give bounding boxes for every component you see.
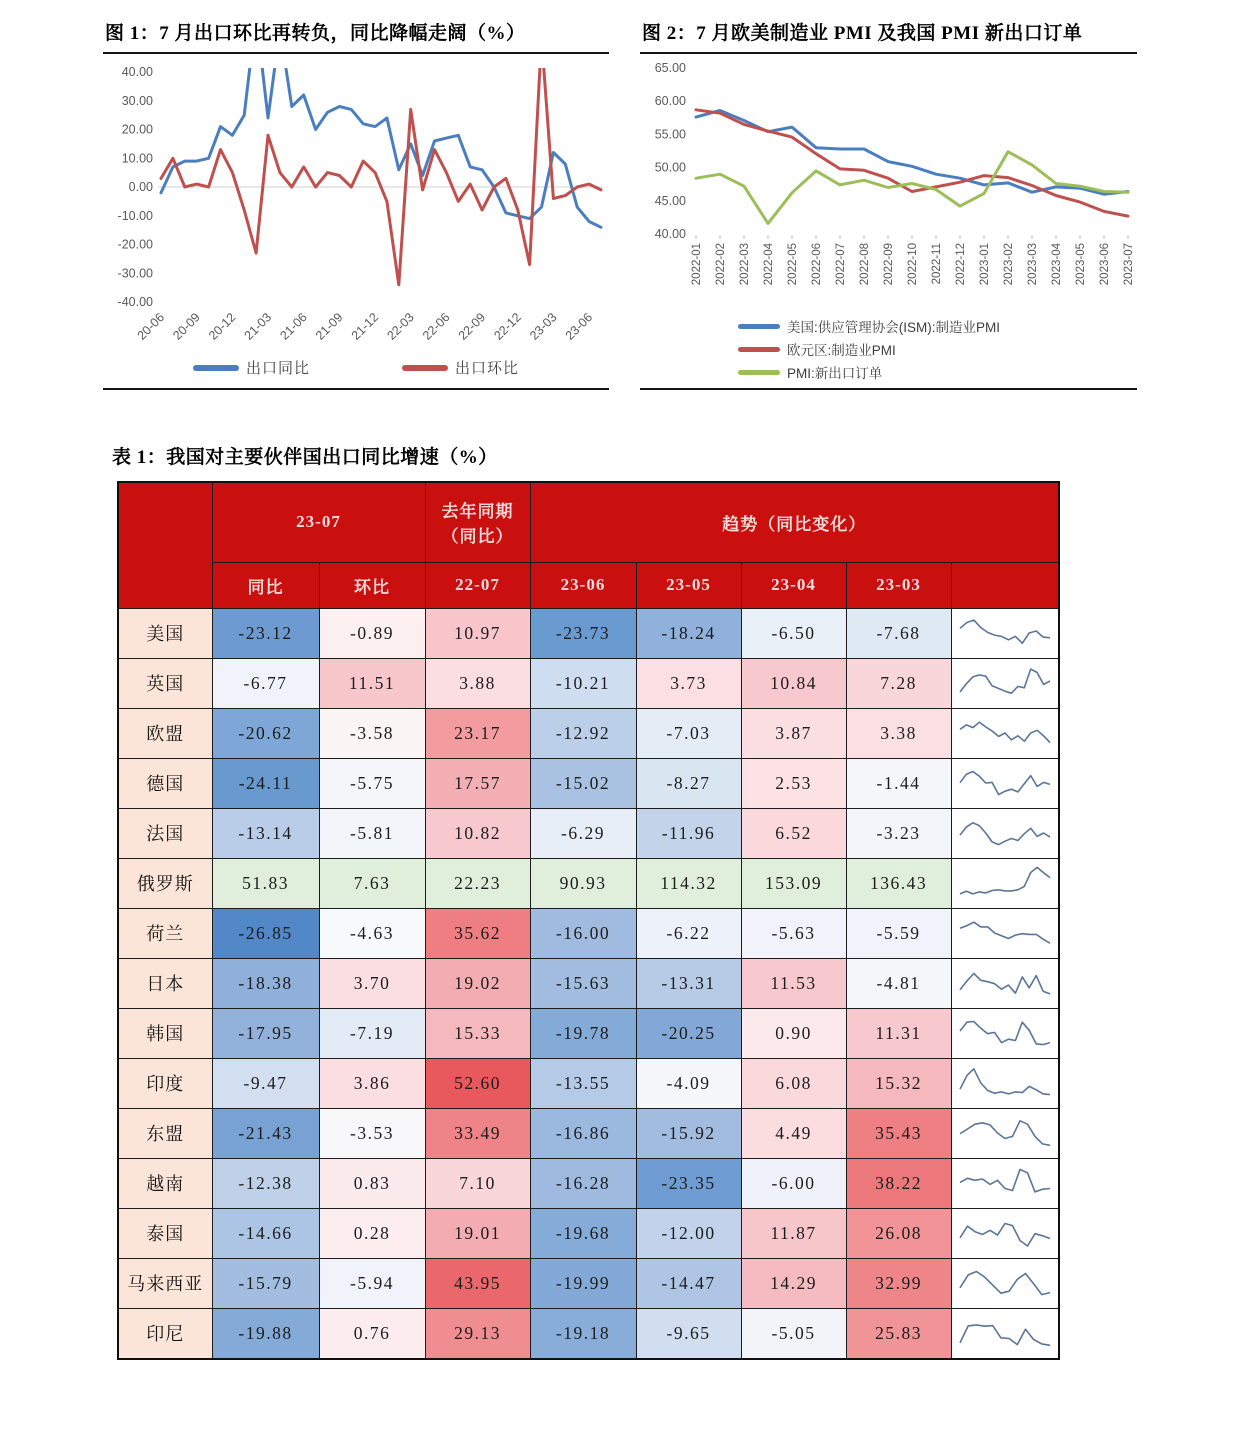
value-cell: -15.79 xyxy=(212,1258,319,1308)
value-cell: 136.43 xyxy=(846,858,951,908)
value-cell: 90.93 xyxy=(530,858,636,908)
value-cell: -4.63 xyxy=(319,908,425,958)
sparkline-path xyxy=(960,669,1050,693)
x-tick-label: 2022-02 xyxy=(715,243,727,286)
value-cell: -10.21 xyxy=(530,658,636,708)
value-cell: 3.86 xyxy=(319,1058,425,1108)
value-cell: 11.51 xyxy=(319,658,425,708)
value-cell: 25.83 xyxy=(846,1308,951,1359)
x-tick-label: 21-06 xyxy=(277,310,310,343)
sparkline-cell xyxy=(951,658,1059,708)
value-cell: -5.81 xyxy=(319,808,425,858)
line-series xyxy=(696,110,1128,216)
sparkline xyxy=(955,1009,1055,1053)
value-cell: -4.81 xyxy=(846,958,951,1008)
value-cell: 32.99 xyxy=(846,1258,951,1308)
value-cell: -3.58 xyxy=(319,708,425,758)
x-tick-label: 21-09 xyxy=(312,310,346,343)
value-cell: -19.99 xyxy=(530,1258,636,1308)
table-row xyxy=(118,658,1059,708)
sparkline xyxy=(955,1259,1055,1303)
value-cell: -16.00 xyxy=(530,908,636,958)
legend-item xyxy=(193,357,310,378)
x-tick-label: 2022-12 xyxy=(955,243,967,286)
figure-2 xyxy=(640,12,1137,390)
header-lastyear-line1: 去年同期 xyxy=(441,502,514,522)
table-row xyxy=(118,1058,1059,1108)
sparkline xyxy=(955,809,1055,853)
country-cell: 泰国 xyxy=(118,1208,212,1258)
value-cell: 15.33 xyxy=(425,1008,530,1058)
value-cell: -11.96 xyxy=(636,808,741,858)
sparkline-cell xyxy=(951,1308,1059,1359)
header-col-23-03: 23-03 xyxy=(846,562,951,608)
sparkline-cell xyxy=(951,1258,1059,1308)
sparkline xyxy=(955,909,1055,953)
value-cell: -19.78 xyxy=(530,1008,636,1058)
country-cell: 马来西亚 xyxy=(118,1258,212,1308)
value-cell: -9.47 xyxy=(212,1058,319,1108)
legend-swatch xyxy=(193,365,239,371)
x-tick-label: 2023-02 xyxy=(1003,243,1015,286)
sparkline-cell xyxy=(951,1208,1059,1258)
value-cell: 0.83 xyxy=(319,1158,425,1208)
value-cell: 114.32 xyxy=(636,858,741,908)
x-tick-label: 22-03 xyxy=(384,310,417,343)
value-cell: 22.23 xyxy=(425,858,530,908)
y-tick-label: 10.00 xyxy=(121,151,153,166)
figure-1-chart xyxy=(103,54,609,355)
figure-1-legend xyxy=(103,357,609,388)
value-cell: 10.84 xyxy=(741,658,846,708)
sparkline-path xyxy=(960,1271,1050,1294)
value-cell: -0.89 xyxy=(319,608,425,658)
value-cell: -13.55 xyxy=(530,1058,636,1108)
country-cell: 欧盟 xyxy=(118,708,212,758)
table-row xyxy=(118,1108,1059,1158)
value-cell: 51.83 xyxy=(212,858,319,908)
x-tick-label: 2023-01 xyxy=(979,243,991,286)
value-cell: -17.95 xyxy=(212,1008,319,1058)
country-cell: 俄罗斯 xyxy=(118,858,212,908)
value-cell: -6.22 xyxy=(636,908,741,958)
table-row xyxy=(118,1158,1059,1208)
country-cell: 美国 xyxy=(118,608,212,658)
sparkline-path xyxy=(960,1021,1050,1044)
sparkline-path xyxy=(960,1324,1050,1344)
table-header-row-1 xyxy=(118,482,1059,562)
country-cell: 英国 xyxy=(118,658,212,708)
value-cell: -14.47 xyxy=(636,1258,741,1308)
header-group-lastyear xyxy=(425,482,530,562)
value-cell: 17.57 xyxy=(425,758,530,808)
table-title: 表 1：我国对主要伙伴国出口同比增速（%） xyxy=(112,447,498,468)
value-cell: 10.97 xyxy=(425,608,530,658)
sparkline-path xyxy=(960,1120,1050,1145)
country-cell: 韩国 xyxy=(118,1008,212,1058)
sparkline xyxy=(955,1159,1055,1203)
value-cell: -16.86 xyxy=(530,1108,636,1158)
x-tick-label: 22-09 xyxy=(455,310,489,343)
country-cell: 法国 xyxy=(118,808,212,858)
x-tick-label: 2022-11 xyxy=(931,243,943,285)
y-tick-label: -20.00 xyxy=(117,237,153,252)
value-cell: 6.08 xyxy=(741,1058,846,1108)
sparkline-cell xyxy=(951,808,1059,858)
table-row xyxy=(118,758,1059,808)
value-cell: 0.90 xyxy=(741,1008,846,1058)
value-cell: -23.73 xyxy=(530,608,636,658)
value-cell: -5.05 xyxy=(741,1308,846,1359)
value-cell: -16.28 xyxy=(530,1158,636,1208)
x-tick-label: 23-06 xyxy=(562,310,596,343)
value-cell: 14.29 xyxy=(741,1258,846,1308)
figure-2-chart xyxy=(640,54,1137,314)
legend-swatch xyxy=(402,365,448,371)
value-cell: 3.87 xyxy=(741,708,846,758)
y-tick-label: 60.00 xyxy=(654,94,686,109)
value-cell: -13.31 xyxy=(636,958,741,1008)
value-cell: 6.52 xyxy=(741,808,846,858)
value-cell: 19.01 xyxy=(425,1208,530,1258)
value-cell: 7.28 xyxy=(846,658,951,708)
value-cell: 0.76 xyxy=(319,1308,425,1359)
x-tick-label: 2022-09 xyxy=(883,243,895,286)
x-tick-label: 22-12 xyxy=(491,310,524,343)
value-cell: -6.00 xyxy=(741,1158,846,1208)
country-cell: 日本 xyxy=(118,958,212,1008)
value-cell: 7.10 xyxy=(425,1158,530,1208)
x-tick-label: 23-03 xyxy=(527,310,560,343)
legend-swatch xyxy=(738,370,780,375)
sparkline xyxy=(955,609,1055,653)
export-growth-chart xyxy=(103,54,609,350)
figure-2-title: 图 2：7 月欧美制造业 PMI 及我国 PMI 新出口订单 xyxy=(640,12,1137,54)
pmi-chart xyxy=(640,54,1137,309)
value-cell: 19.02 xyxy=(425,958,530,1008)
value-cell: -6.77 xyxy=(212,658,319,708)
legend-label: 出口环比 xyxy=(455,361,520,377)
header-group-trend: 趋势（同比变化） xyxy=(530,482,1059,562)
country-cell: 越南 xyxy=(118,1158,212,1208)
country-cell: 荷兰 xyxy=(118,908,212,958)
y-tick-label: 40.00 xyxy=(121,65,153,79)
value-cell: -3.53 xyxy=(319,1108,425,1158)
sparkline-path xyxy=(960,1068,1050,1094)
legend-item xyxy=(738,362,1137,382)
value-cell: -12.38 xyxy=(212,1158,319,1208)
y-tick-label: 40.00 xyxy=(654,227,686,241)
value-cell: -23.35 xyxy=(636,1158,741,1208)
x-tick-label: 20-12 xyxy=(205,310,239,343)
x-tick-label: 2022-10 xyxy=(907,243,919,286)
value-cell: 15.32 xyxy=(846,1058,951,1108)
value-cell: 26.08 xyxy=(846,1208,951,1258)
header-col-23-04: 23-04 xyxy=(741,562,846,608)
legend-item xyxy=(402,357,519,378)
header-col-sparkline xyxy=(951,562,1059,608)
value-cell: 52.60 xyxy=(425,1058,530,1108)
figure-2-legend xyxy=(738,316,1137,390)
country-cell: 东盟 xyxy=(118,1108,212,1158)
value-cell: 10.82 xyxy=(425,808,530,858)
value-cell: 2.53 xyxy=(741,758,846,808)
x-tick-label: 21-03 xyxy=(241,310,275,343)
header-col-22-07: 22-07 xyxy=(425,562,530,608)
legend-label: PMI:新出口订单 xyxy=(787,366,883,381)
value-cell: -5.75 xyxy=(319,758,425,808)
legend-item xyxy=(738,339,1137,359)
value-cell: -13.14 xyxy=(212,808,319,858)
header-group-23-07: 23-07 xyxy=(212,482,425,562)
table-row xyxy=(118,608,1059,658)
value-cell: 4.49 xyxy=(741,1108,846,1158)
value-cell: 23.17 xyxy=(425,708,530,758)
value-cell: -7.03 xyxy=(636,708,741,758)
x-tick-label: 2023-03 xyxy=(1027,243,1039,286)
header-col-23-06: 23-06 xyxy=(530,562,636,608)
sparkline-path xyxy=(960,1223,1050,1246)
sparkline xyxy=(955,659,1055,703)
table-row xyxy=(118,708,1059,758)
legend-label: 欧元区:制造业PMI xyxy=(787,343,896,358)
value-cell: 35.62 xyxy=(425,908,530,958)
value-cell: -8.27 xyxy=(636,758,741,808)
header-lastyear-line2: （同比） xyxy=(441,527,514,547)
table-row xyxy=(118,908,1059,958)
table-row xyxy=(118,958,1059,1008)
header-corner-cell xyxy=(118,482,212,608)
value-cell: 33.49 xyxy=(425,1108,530,1158)
value-cell: -19.18 xyxy=(530,1308,636,1359)
y-tick-label: 65.00 xyxy=(654,61,686,75)
value-cell: -7.19 xyxy=(319,1008,425,1058)
sparkline xyxy=(955,959,1055,1003)
sparkline xyxy=(955,1109,1055,1153)
value-cell: -14.66 xyxy=(212,1208,319,1258)
value-cell: -6.29 xyxy=(530,808,636,858)
x-tick-label: 21-12 xyxy=(348,310,382,343)
header-col-yoy: 同比 xyxy=(212,562,319,608)
value-cell: -26.85 xyxy=(212,908,319,958)
sparkline-cell xyxy=(951,1108,1059,1158)
value-cell: 3.38 xyxy=(846,708,951,758)
y-tick-label: -30.00 xyxy=(117,266,153,281)
y-tick-label: 55.00 xyxy=(654,127,686,142)
y-tick-label: -10.00 xyxy=(117,208,153,223)
sparkline xyxy=(955,1059,1055,1103)
sparkline xyxy=(955,1209,1055,1253)
figure-1 xyxy=(103,12,609,390)
value-cell: 29.13 xyxy=(425,1308,530,1359)
value-cell: 3.88 xyxy=(425,658,530,708)
x-tick-label: 2023-04 xyxy=(1051,243,1063,286)
x-tick-label: 2022-04 xyxy=(763,243,775,286)
x-tick-label: 20-06 xyxy=(134,310,168,343)
table-row xyxy=(118,858,1059,908)
export-partners-table xyxy=(117,481,1060,1360)
sparkline-path xyxy=(960,722,1050,742)
value-cell: 0.28 xyxy=(319,1208,425,1258)
value-cell: -20.25 xyxy=(636,1008,741,1058)
table-row xyxy=(118,1008,1059,1058)
country-cell: 德国 xyxy=(118,758,212,808)
sparkline-cell xyxy=(951,858,1059,908)
value-cell: -21.43 xyxy=(212,1108,319,1158)
value-cell: 153.09 xyxy=(741,858,846,908)
sparkline-path xyxy=(960,922,1050,943)
value-cell: -5.94 xyxy=(319,1258,425,1308)
value-cell: -15.02 xyxy=(530,758,636,808)
value-cell: -15.63 xyxy=(530,958,636,1008)
table-body xyxy=(118,608,1059,1359)
x-tick-label: 2022-05 xyxy=(787,243,799,286)
sparkline-cell xyxy=(951,1158,1059,1208)
value-cell: -23.12 xyxy=(212,608,319,658)
legend-swatch xyxy=(738,347,780,352)
value-cell: -7.68 xyxy=(846,608,951,658)
country-cell: 印尼 xyxy=(118,1308,212,1359)
x-tick-label: 2023-07 xyxy=(1123,243,1135,286)
value-cell: -9.65 xyxy=(636,1308,741,1359)
value-cell: 35.43 xyxy=(846,1108,951,1158)
figure-1-title: 图 1：7 月出口环比再转负，同比降幅走阔（%） xyxy=(103,12,609,54)
line-series xyxy=(161,54,601,285)
sparkline xyxy=(955,709,1055,753)
x-tick-label: 2022-03 xyxy=(739,243,751,286)
value-cell: -18.24 xyxy=(636,608,741,658)
sparkline-cell xyxy=(951,958,1059,1008)
x-tick-label: 20-09 xyxy=(170,310,203,343)
sparkline-cell xyxy=(951,1058,1059,1108)
header-col-mom: 环比 xyxy=(319,562,425,608)
y-tick-label: 30.00 xyxy=(121,93,153,108)
value-cell: 11.31 xyxy=(846,1008,951,1058)
sparkline-path xyxy=(960,620,1050,643)
y-tick-label: -40.00 xyxy=(117,295,153,309)
sparkline-path xyxy=(960,771,1050,794)
x-tick-label: 2022-07 xyxy=(835,243,847,286)
y-tick-label: 20.00 xyxy=(121,122,153,137)
sparkline-cell xyxy=(951,608,1059,658)
legend-item xyxy=(738,316,1137,336)
value-cell: -20.62 xyxy=(212,708,319,758)
sparkline-path xyxy=(960,867,1050,894)
y-tick-label: 50.00 xyxy=(654,160,686,175)
value-cell: -3.23 xyxy=(846,808,951,858)
value-cell: 43.95 xyxy=(425,1258,530,1308)
value-cell: -15.92 xyxy=(636,1108,741,1158)
value-cell: -5.59 xyxy=(846,908,951,958)
sparkline xyxy=(955,1309,1055,1353)
value-cell: 7.63 xyxy=(319,858,425,908)
value-cell: 3.73 xyxy=(636,658,741,708)
x-tick-label: 2023-05 xyxy=(1075,243,1087,286)
header-col-23-05: 23-05 xyxy=(636,562,741,608)
value-cell: -19.88 xyxy=(212,1308,319,1359)
value-cell: -24.11 xyxy=(212,758,319,808)
country-cell: 印度 xyxy=(118,1058,212,1108)
value-cell: -1.44 xyxy=(846,758,951,808)
value-cell: 11.87 xyxy=(741,1208,846,1258)
value-cell: -18.38 xyxy=(212,958,319,1008)
sparkline-cell xyxy=(951,708,1059,758)
table-row xyxy=(118,1258,1059,1308)
sparkline-path xyxy=(960,822,1050,844)
legend-swatch xyxy=(738,324,780,329)
table-row xyxy=(118,1308,1059,1359)
sparkline-path xyxy=(960,1169,1050,1192)
x-tick-label: 2023-06 xyxy=(1099,243,1111,286)
legend-label: 出口同比 xyxy=(245,361,310,377)
table-header-row-2 xyxy=(118,562,1059,608)
value-cell: -12.92 xyxy=(530,708,636,758)
table-row xyxy=(118,1208,1059,1258)
value-cell: -12.00 xyxy=(636,1208,741,1258)
value-cell: -4.09 xyxy=(636,1058,741,1108)
x-tick-label: 2022-01 xyxy=(691,243,703,286)
y-tick-label: 0.00 xyxy=(128,180,153,194)
x-tick-label: 22-06 xyxy=(420,310,453,343)
value-cell: 11.53 xyxy=(741,958,846,1008)
legend-label: 美国:供应管理协会(ISM):制造业PMI xyxy=(787,320,1000,335)
value-cell: -5.63 xyxy=(741,908,846,958)
y-tick-label: 45.00 xyxy=(654,193,686,208)
table-row xyxy=(118,808,1059,858)
sparkline-cell xyxy=(951,758,1059,808)
value-cell: 38.22 xyxy=(846,1158,951,1208)
x-tick-label: 2022-06 xyxy=(811,243,823,286)
sparkline-cell xyxy=(951,908,1059,958)
sparkline-cell xyxy=(951,1008,1059,1058)
value-cell: -6.50 xyxy=(741,608,846,658)
sparkline-path xyxy=(960,973,1050,993)
line-series xyxy=(696,111,1128,195)
value-cell: 3.70 xyxy=(319,958,425,1008)
x-tick-label: 2022-08 xyxy=(859,243,871,286)
sparkline xyxy=(955,759,1055,803)
value-cell: -19.68 xyxy=(530,1208,636,1258)
sparkline xyxy=(955,859,1055,903)
